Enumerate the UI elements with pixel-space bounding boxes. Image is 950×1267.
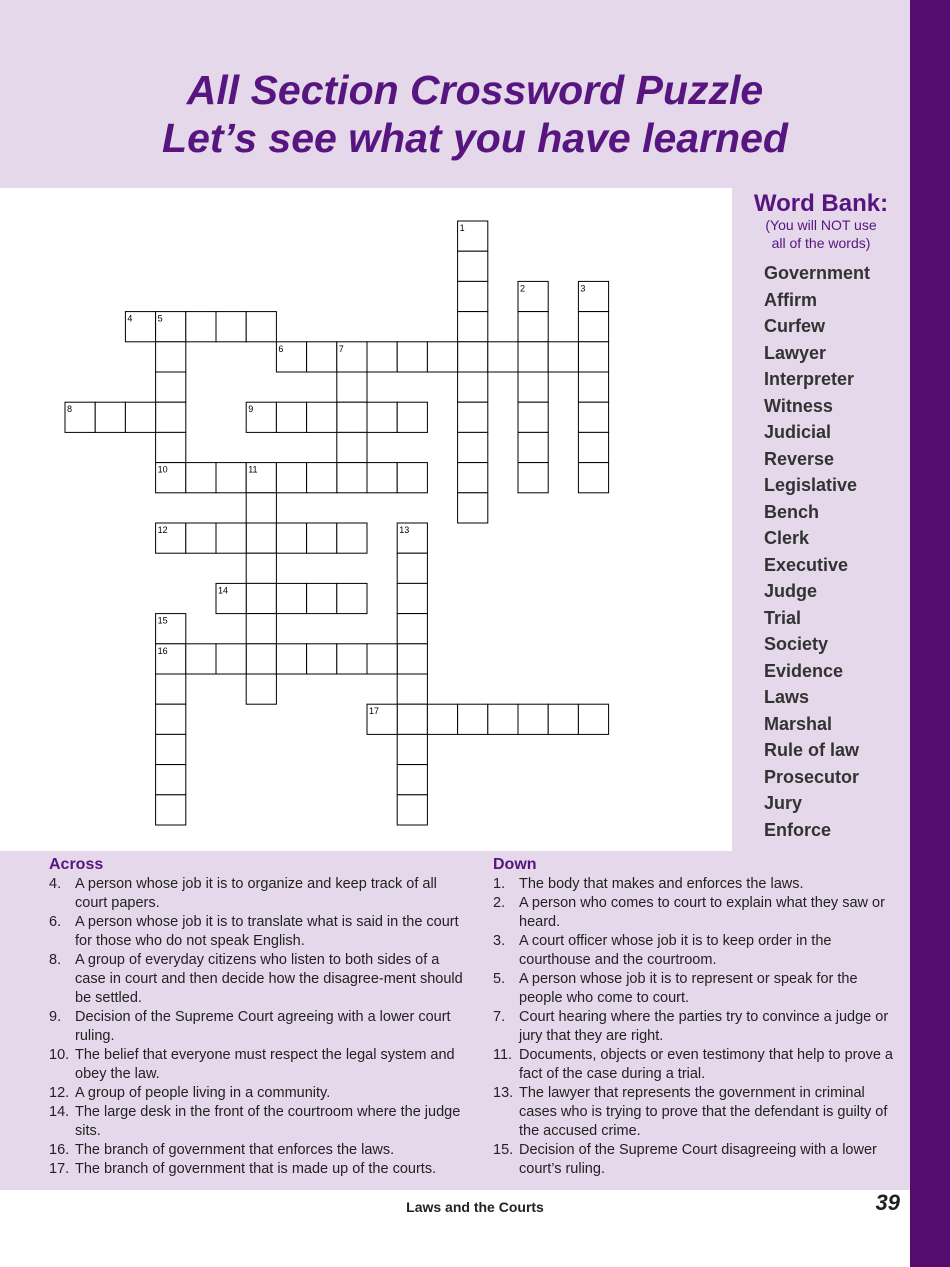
crossword-clue-number: 17	[369, 706, 380, 717]
down-clue	[493, 1008, 893, 1046]
down-clues	[493, 856, 893, 1179]
crossword-cell[interactable]	[458, 704, 488, 734]
crossword-cell[interactable]	[307, 402, 337, 432]
crossword-cell[interactable]	[458, 312, 488, 342]
clue-text: Documents, objects or even testimony that help to prove a fact of the case during a trial.	[519, 1047, 893, 1082]
word-bank-item: Executive	[764, 554, 849, 575]
crossword-cell[interactable]	[458, 281, 488, 311]
crossword-cell[interactable]	[276, 644, 306, 674]
word-bank-item: Bench	[764, 501, 820, 522]
crossword-cell[interactable]	[397, 583, 427, 613]
across-clue	[49, 1103, 469, 1141]
crossword-cell[interactable]	[397, 614, 427, 644]
crossword-cell[interactable]	[458, 493, 488, 523]
word-bank-item: Witness	[764, 395, 833, 416]
crossword-cell[interactable]	[246, 493, 276, 523]
crossword-cell[interactable]	[337, 372, 367, 402]
crossword-cell[interactable]	[518, 372, 548, 402]
crossword-cell[interactable]	[367, 342, 397, 372]
page-number: 39	[875, 1190, 900, 1215]
crossword-cell[interactable]	[488, 704, 518, 734]
crossword-cell[interactable]	[307, 523, 337, 553]
down-clue	[493, 894, 893, 932]
page-edge-bar	[910, 0, 950, 1267]
crossword-cell[interactable]	[307, 342, 337, 372]
crossword-cell[interactable]	[518, 432, 548, 462]
down-clue	[493, 932, 893, 970]
crossword-cell[interactable]	[458, 463, 488, 493]
crossword-cell[interactable]	[397, 704, 427, 734]
crossword-cell[interactable]	[216, 463, 246, 493]
word-bank-list	[764, 260, 870, 843]
down-clue	[493, 1084, 893, 1141]
crossword-cell[interactable]	[156, 432, 186, 462]
word-bank-item: Rule of law	[764, 740, 860, 760]
word-bank-item: Lawyer	[764, 342, 827, 363]
clue-text: The large desk in the front of the courtroom where the judge sits.	[75, 1104, 461, 1139]
crossword-cell[interactable]	[427, 342, 457, 372]
crossword-cell[interactable]	[307, 463, 337, 493]
clue-text: A person whose job it is to organize and keep track of all court papers.	[75, 876, 437, 911]
crossword-clue-number: 9	[248, 404, 254, 415]
across-clue	[49, 875, 469, 913]
crossword-cell[interactable]	[578, 372, 608, 402]
crossword-clue-number: 14	[218, 585, 229, 596]
clue-number: 8.	[49, 952, 62, 968]
across-clues	[49, 856, 469, 1179]
crossword-cell[interactable]	[276, 523, 306, 553]
crossword-cell[interactable]	[156, 704, 186, 734]
word-bank-item: Laws	[764, 687, 810, 707]
across-clue	[49, 1008, 469, 1046]
down-clue	[493, 875, 893, 894]
clue-text: Court hearing where the parties try to convince a judge or jury that they are right.	[519, 1009, 889, 1044]
across-clue	[49, 1160, 469, 1179]
clue-text: A group of everyday citizens who listen to both sides of a case in court and then decide how the disagree-ment should be settled.	[75, 952, 463, 1006]
crossword-cell[interactable]	[125, 402, 155, 432]
clue-text: A person whose job it is to translate what is said in the court for those who do not speak English.	[75, 914, 459, 949]
crossword-clue-number: 11	[248, 464, 258, 475]
word-bank-item: Prosecutor	[764, 766, 860, 787]
word-bank-item: Jury	[764, 793, 803, 813]
clue-number: 2.	[493, 895, 506, 911]
crossword-cell[interactable]	[397, 402, 427, 432]
crossword-cell[interactable]	[156, 402, 186, 432]
crossword-cell[interactable]	[186, 463, 216, 493]
clue-number: 5.	[493, 971, 506, 987]
across-heading: Across	[49, 856, 104, 873]
crossword-clue-number: 2	[520, 283, 526, 294]
crossword-cell[interactable]	[216, 312, 246, 342]
word-bank-item: Society	[764, 634, 829, 654]
crossword-cell[interactable]	[337, 463, 367, 493]
clue-number: 10.	[49, 1047, 70, 1063]
word-bank-item: Government	[764, 263, 871, 283]
crossword-cell[interactable]	[216, 523, 246, 553]
down-clue	[493, 1141, 893, 1179]
clue-number: 15.	[493, 1142, 514, 1158]
crossword-clue-number: 16	[157, 645, 168, 656]
across-clue	[49, 1046, 469, 1084]
crossword-clue-number: 7	[338, 343, 344, 354]
clue-number: 12.	[49, 1085, 70, 1101]
word-bank-item: Affirm	[764, 289, 817, 310]
crossword-clue-number: 3	[580, 283, 586, 294]
crossword-cell[interactable]	[397, 795, 427, 825]
clue-text: A person who comes to court to explain what they saw or heard.	[519, 895, 885, 930]
across-clue	[49, 1141, 469, 1160]
crossword-cell[interactable]	[246, 583, 276, 613]
clue-text: A court officer whose job it is to keep order in the courthouse and the courtroom.	[519, 933, 832, 968]
crossword-cell[interactable]	[518, 704, 548, 734]
crossword-cell[interactable]	[548, 342, 578, 372]
word-bank-item: Enforce	[764, 819, 832, 840]
crossword-clue-number: 12	[157, 525, 168, 535]
crossword-cell[interactable]	[156, 795, 186, 825]
crossword-cell[interactable]	[156, 674, 186, 704]
word-bank-note-line-1: (You will NOT use	[765, 217, 877, 233]
crossword-cell[interactable]	[156, 734, 186, 764]
crossword-cell[interactable]	[156, 765, 186, 795]
crossword-cell[interactable]	[276, 463, 306, 493]
crossword-cell[interactable]	[186, 312, 216, 342]
crossword-cell[interactable]	[397, 674, 427, 704]
crossword-cell[interactable]	[156, 372, 186, 402]
down-clue	[493, 970, 893, 1008]
crossword-cell[interactable]	[578, 402, 608, 432]
crossword-cell[interactable]	[95, 402, 125, 432]
crossword-cell[interactable]	[518, 312, 548, 342]
clue-text: The belief that everyone must respect the legal system and obey the law.	[75, 1047, 455, 1082]
word-bank-item: Legislative	[764, 475, 858, 495]
clue-number: 3.	[493, 933, 506, 949]
crossword-cell[interactable]	[518, 342, 548, 372]
crossword-cell[interactable]	[397, 342, 427, 372]
crossword-cell[interactable]	[186, 523, 216, 553]
word-bank-item: Evidence	[764, 660, 844, 681]
crossword-cell[interactable]	[397, 463, 427, 493]
crossword-clue-number: 8	[67, 404, 73, 415]
clue-text: The branch of government that enforces the laws.	[75, 1142, 395, 1158]
crossword-cell[interactable]	[337, 432, 367, 462]
clue-text: The body that makes and enforces the laws.	[519, 876, 804, 892]
crossword-clue-number: 5	[157, 313, 163, 324]
crossword-cell[interactable]	[397, 644, 427, 674]
crossword-cell[interactable]	[518, 402, 548, 432]
down-clue	[493, 1046, 893, 1084]
word-bank-item: Trial	[764, 607, 802, 628]
crossword-cell[interactable]	[246, 614, 276, 644]
crossword-clue-number: 1	[459, 223, 465, 233]
clue-number: 7.	[493, 1009, 506, 1025]
clue-number: 17.	[49, 1161, 70, 1177]
clue-text: The branch of government that is made up of the courts.	[75, 1161, 437, 1177]
word-bank-note	[732, 216, 910, 252]
clue-number: 16.	[49, 1142, 70, 1158]
word-bank-item: Judicial	[764, 422, 832, 442]
crossword-cell[interactable]	[548, 704, 578, 734]
crossword-cell[interactable]	[578, 704, 608, 734]
down-clue-list	[493, 875, 893, 1179]
crossword-cell[interactable]	[337, 583, 367, 613]
crossword-cell[interactable]	[458, 432, 488, 462]
crossword-cell[interactable]	[246, 553, 276, 583]
clue-text: Decision of the Supreme Court disagreeing with a lower court’s ruling.	[519, 1142, 877, 1177]
crossword-cell[interactable]	[307, 644, 337, 674]
crossword-clue-number: 4	[127, 313, 133, 324]
crossword-cell[interactable]	[246, 644, 276, 674]
down-heading: Down	[493, 856, 537, 873]
footer-section-title: Laws and the Courts	[406, 1199, 544, 1215]
across-clue-list	[49, 875, 469, 1179]
crossword-cell[interactable]	[276, 583, 306, 613]
crossword-clue-number: 6	[278, 343, 284, 354]
crossword-cell[interactable]	[578, 432, 608, 462]
word-bank-title: Word Bank:	[753, 190, 889, 217]
clue-number: 9.	[49, 1009, 62, 1025]
crossword-clue-number: 15	[157, 615, 168, 626]
crossword-cell[interactable]	[216, 644, 246, 674]
title-line-1: All Section Crossword Puzzle	[186, 67, 764, 113]
title-line-2: Let’s see what you have learned	[162, 115, 788, 161]
crossword-cell[interactable]	[186, 644, 216, 674]
crossword-cell[interactable]	[458, 251, 488, 281]
crossword-cell[interactable]	[246, 312, 276, 342]
crossword-cell[interactable]	[458, 372, 488, 402]
crossword-cell[interactable]	[246, 674, 276, 704]
crossword-clue-number: 10	[157, 464, 168, 475]
crossword-cell[interactable]	[337, 644, 367, 674]
crossword-cell[interactable]	[246, 523, 276, 553]
clue-number: 13.	[493, 1085, 514, 1101]
clue-number: 6.	[49, 914, 62, 930]
word-bank-item: Judge	[764, 581, 818, 601]
crossword-cell[interactable]	[578, 463, 608, 493]
word-bank-item: Marshal	[764, 713, 833, 734]
crossword-cell[interactable]	[578, 342, 608, 372]
word-bank-note-line-2: all of the words)	[771, 235, 871, 251]
crossword-cell[interactable]	[397, 765, 427, 795]
crossword-cell[interactable]	[488, 342, 518, 372]
crossword-cell[interactable]	[397, 734, 427, 764]
crossword-cell[interactable]	[337, 402, 367, 432]
clue-text: A person whose job it is to represent or speak for the people who come to court.	[519, 971, 858, 1006]
word-bank-item: Curfew	[764, 316, 826, 336]
word-bank-item: Clerk	[764, 528, 810, 548]
word-bank-item: Reverse	[764, 448, 835, 469]
crossword-cell[interactable]	[367, 463, 397, 493]
crossword-cell[interactable]	[397, 553, 427, 583]
clue-text: Decision of the Supreme Court agreeing with a lower court ruling.	[75, 1009, 451, 1044]
clue-number: 1.	[493, 876, 506, 892]
clue-number: 11.	[493, 1047, 513, 1063]
crossword-cell[interactable]	[337, 523, 367, 553]
clue-number: 14.	[49, 1104, 70, 1120]
crossword-cell[interactable]	[458, 402, 488, 432]
clue-text: The lawyer that represents the government in criminal cases who is trying to prove that the defendant is guilty of the accused crime.	[519, 1085, 888, 1139]
crossword-cell[interactable]	[156, 342, 186, 372]
crossword-cell[interactable]	[427, 704, 457, 734]
crossword-cell[interactable]	[458, 342, 488, 372]
word-bank-item: Interpreter	[764, 369, 855, 389]
crossword-cell[interactable]	[578, 312, 608, 342]
crossword-cell[interactable]	[518, 463, 548, 493]
crossword-cell[interactable]	[367, 644, 397, 674]
crossword-clue-number: 13	[399, 525, 410, 535]
clue-number: 4.	[49, 876, 62, 892]
across-clue	[49, 951, 469, 1008]
across-clue	[49, 1084, 469, 1103]
clue-text: A group of people living in a community.	[75, 1085, 331, 1101]
crossword-cell[interactable]	[307, 583, 337, 613]
crossword-cell[interactable]	[276, 402, 306, 432]
across-clue	[49, 913, 469, 951]
crossword-cell[interactable]	[367, 402, 397, 432]
